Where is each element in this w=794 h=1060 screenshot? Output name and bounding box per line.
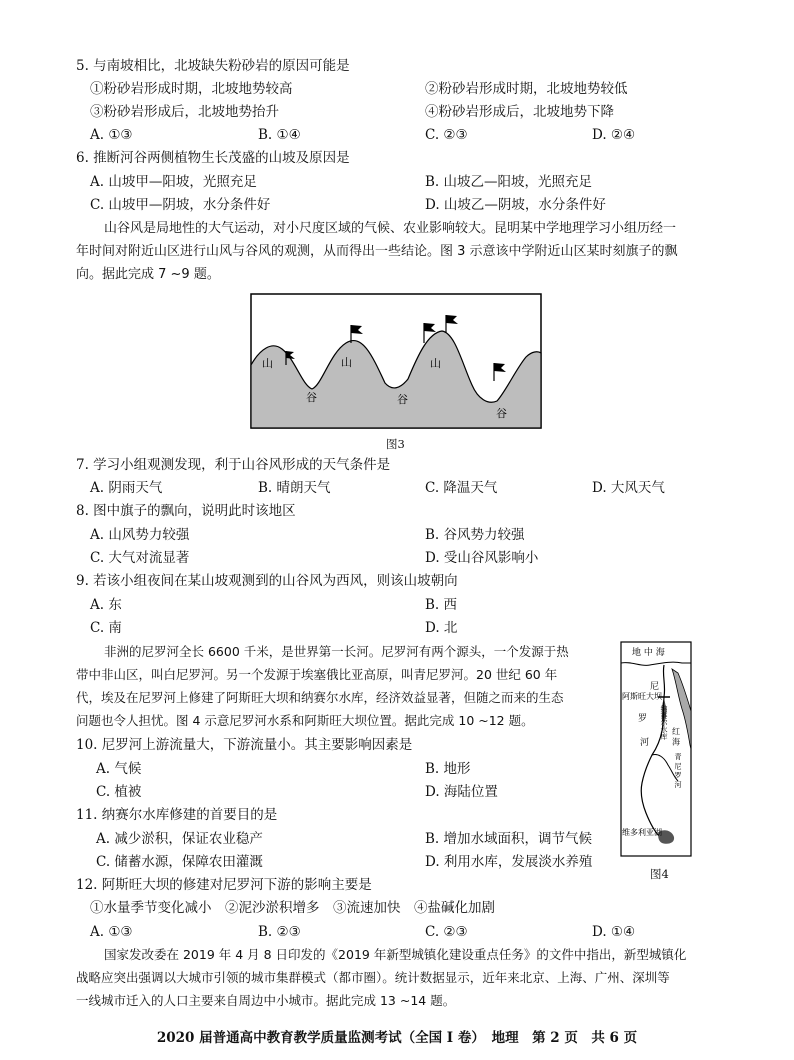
q5-option-b: B. ①④ [258,127,301,143]
nile-label-char-1: 尼 [650,682,660,692]
passage1-line2: 年时间对附近山区进行山风与谷风的观测，从而得出一些结论。图 3 示意该中学附近山区某时刻旗子的飘 [76,244,678,259]
passage2-line2: 带中非山区，叫白尼罗河。另一个发源于埃塞俄比亚高原，叫青尼罗河。20 世纪 60 年 [76,667,558,682]
q6-option-a: A. 山坡甲—阳坡，光照充足 [90,174,257,190]
passage2-line1: 非洲的尼罗河全长 6600 千米，是世界第一长河。尼罗河有两个源头，一个发源于热 [104,644,569,659]
valley-label-2: 谷 [397,393,408,406]
q7-option-a: A. 阴雨天气 [90,480,163,496]
valley-label-3: 谷 [496,407,507,420]
q10-option-b: B. 地形 [425,761,471,777]
nile-label-char-2: 罗 [638,714,648,724]
q5-option-d: D. ②④ [592,127,636,143]
nasser-reservoir-label: 纳赛尔水库 [660,705,668,740]
q10-stem: 10. 尼罗河上游流量大，下游流量小。其主要影响因素是 [76,737,413,753]
q9-option-b: B. 西 [425,597,458,613]
q12-option-c: C. ②③ [425,924,468,940]
passage3-line3: 一线城市迁入的人口主要来自周边中小城市。据此完成 13 ~14 题。 [76,993,456,1008]
q6-option-b: B. 山坡乙—阳坡，光照充足 [425,174,593,190]
q10-option-a: A. 气候 [96,761,142,777]
q5-option-c: C. ②③ [425,127,468,143]
figure-3-caption: 图3 [386,437,405,451]
mountain-label-2: 山 [341,356,352,369]
q12-option-d: D. ①④ [592,924,636,940]
q7-option-c: C. 降温天气 [425,480,498,496]
passage2-line3: 代，埃及在尼罗河上修建了阿斯旺大坝和纳赛尔水库，经济效益显著，但随之而来的生态 [76,690,564,705]
q8-option-b: B. 谷风势力较强 [425,527,525,543]
mountain-label-3: 山 [430,357,441,370]
passage3-line1: 国家发改委在 2019 年 4 月 8 日印发的《2019 年新型城镇化建设重点任务》的文件中指出，新型城镇化 [104,947,687,962]
figure-3-mountain-valley-diagram [250,293,542,429]
q11-option-d: D. 利用水库，发展淡水养殖 [425,854,593,870]
aswan-dam-label: 阿斯旺大坝 [622,692,662,701]
q7-stem: 7. 学习小组观测发现，利于山谷风形成的天气条件是 [76,457,391,473]
passage1-line1: 山谷风是局地性的大气运动，对小尺度区域的气候、农业影响较大。昆明某中学地理学习小组历经一 [104,221,677,236]
q12-statements: ①水量季节变化减小 ②泥沙淤积增多 ③流速加快 ④盐碱化加剧 [90,900,495,916]
q6-option-c: C. 山坡甲—阴坡，水分条件好 [90,197,271,213]
q11-stem: 11. 纳赛尔水库修建的首要目的是 [76,807,278,823]
q5-statement-4: ④粉砂岩形成后，北坡地势下降 [425,104,614,120]
q5-stem: 5. 与南坡相比，北坡缺失粉砂岩的原因可能是 [76,58,350,74]
figure-4-nile-map [620,641,692,857]
mountain-label-1: 山 [262,357,273,370]
q11-option-a: A. 减少淤积，保证农业稳产 [96,831,263,847]
q5-statement-1: ①粉砂岩形成时期，北坡地势较高 [90,81,293,97]
q9-stem: 9. 若该小组夜间在某山坡观测到的山谷风为西风，则该山坡朝向 [76,573,458,589]
q7-option-d: D. 大风天气 [592,480,665,496]
q5-statement-3: ③粉砂岩形成后，北坡地势抬升 [90,104,279,120]
q10-option-c: C. 植被 [96,784,142,800]
q11-option-b: B. 增加水域面积，调节气候 [425,831,593,847]
q8-option-c: C. 大气对流显著 [90,550,190,566]
lake-victoria-label: 维多利亚湖 [622,828,662,837]
valley-label-1: 谷 [306,391,317,404]
nile-label-char-3: 河 [640,738,650,748]
figure-4-caption: 图4 [650,867,669,881]
q10-option-d: D. 海陆位置 [425,784,498,800]
q5-option-a: A. ①③ [90,127,133,143]
passage1-line3: 向。据此完成 7 ~9 题。 [76,267,220,282]
q12-option-a: A. ①③ [90,924,133,940]
q9-option-a: A. 东 [90,597,122,613]
q9-option-d: D. 北 [425,620,458,636]
q8-option-a: A. 山风势力较强 [90,527,190,543]
blue-nile-label: 青 尼 罗 河 [674,753,682,788]
mediterranean-label: 地 中 海 [632,648,665,658]
q9-option-c: C. 南 [90,620,122,636]
q5-statement-2: ②粉砂岩形成时期，北坡地势较低 [425,81,628,97]
red-sea-label: 红 海 [671,727,681,746]
q8-option-d: D. 受山谷风影响小 [425,550,539,566]
q11-option-c: C. 储蓄水源，保障农田灌溉 [96,854,263,870]
q7-option-b: B. 晴朗天气 [258,480,331,496]
q6-option-d: D. 山坡乙—阴坡，水分条件好 [425,197,606,213]
q12-stem: 12. 阿斯旺大坝的修建对尼罗河下游的影响主要是 [76,877,372,893]
q12-option-b: B. ②③ [258,924,301,940]
passage2-line4: 问题也令人担忧。图 4 示意尼罗河水系和阿斯旺大坝位置。据此完成 10 ~12 题。 [76,713,534,728]
q8-stem: 8. 图中旗子的飘向，说明此时该地区 [76,503,296,519]
q6-stem: 6. 推断河谷两侧植物生长茂盛的山坡及原因是 [76,150,350,166]
page-footer: 2020 届普通高中教育教学质量监测考试（全国 Ⅰ 卷） 地理 第 2 页 共 6 页 [156,1030,638,1046]
passage3-line2: 战略应突出强调以大城市引领的城市集群模式（都市圈）。统计数据显示，近年来北京、上海、广州、深圳等 [76,970,670,985]
